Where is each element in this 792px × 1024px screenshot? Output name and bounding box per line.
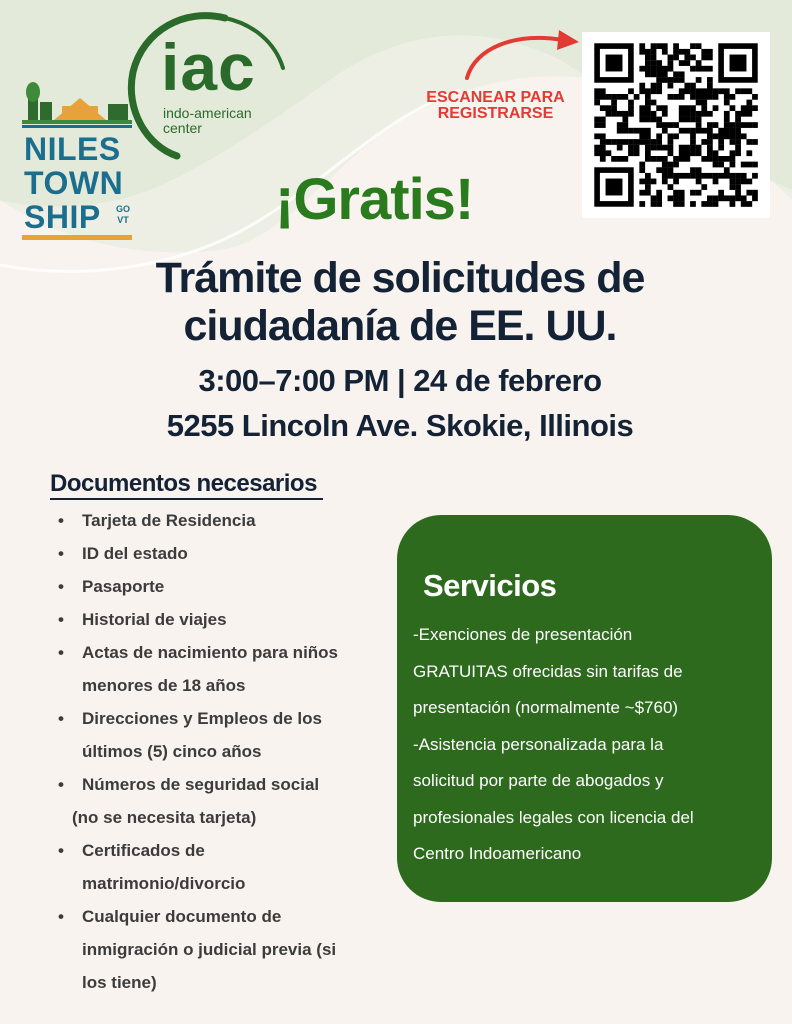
iac-logo-subtitle [163, 106, 252, 136]
list-item [58, 768, 398, 801]
red-arrow-icon [455, 26, 585, 86]
niles-logo-govt: GO VT [115, 204, 130, 225]
scan-to-register-label [408, 90, 583, 122]
documents-heading: Documentos necesarios [50, 470, 323, 500]
list-item-continued [58, 735, 398, 768]
niles-logo-line1: NILES [24, 131, 121, 167]
bullet-icon: • [58, 511, 64, 530]
niles-logo-stripe [22, 235, 132, 240]
list-item-continued [58, 669, 398, 702]
list-item [58, 603, 398, 636]
main-title [60, 254, 740, 350]
list-item-text: Tarjeta de Residencia [82, 511, 256, 530]
services-line: profesionales legales con licencia del [413, 807, 694, 827]
list-item [58, 900, 398, 933]
niles-logo-line3: SHIP [24, 199, 101, 235]
bullet-icon: • [58, 544, 64, 563]
list-item-text: Historial de viajes [82, 610, 227, 629]
list-item [58, 834, 398, 867]
services-line: -Asistencia personalizada para la [413, 734, 664, 754]
list-item-continued [58, 966, 398, 999]
township-skyline-icon [22, 80, 142, 132]
list-item-text: ID del estado [82, 544, 188, 563]
list-item-text: menores de 18 años [82, 676, 246, 695]
bullet-icon: • [58, 610, 64, 629]
list-item-continued [58, 867, 398, 900]
list-item-text: Actas de nacimiento para niños [82, 643, 339, 662]
list-item-text: inmigración o judicial previa (si [82, 940, 337, 959]
list-item-text: (no se necesita tarjeta) [72, 808, 257, 827]
services-box [397, 515, 772, 902]
bullet-icon: • [58, 907, 64, 926]
main-title-line2: ciudadanía de EE. UU. [183, 302, 617, 350]
iac-logo [125, 10, 295, 160]
list-item-text: últimos (5) cinco años [82, 742, 262, 761]
services-line: presentación (normalmente ~$760) [413, 698, 679, 717]
services-line: -Exenciones de presentación [413, 625, 633, 644]
list-item [58, 636, 398, 669]
services-line: solicitud por parte de abogados y [413, 771, 664, 790]
niles-logo-line2: TOWN [24, 165, 124, 201]
iac-logo-sub-line1: indo-american [163, 105, 252, 121]
services-description [413, 617, 768, 873]
iac-logo-sub-line2: center [163, 120, 202, 136]
scan-label-line2: REGISTRARSE [437, 105, 554, 122]
bullet-icon: • [58, 775, 64, 794]
list-item-text: Pasaporte [82, 577, 165, 596]
headline-free: ¡Gratis! [275, 167, 474, 232]
main-title-line1: Trámite de solicitudes de [155, 254, 645, 302]
list-item-text: matrimonio/divorcio [82, 874, 246, 893]
bullet-icon: • [58, 841, 64, 860]
services-title: Servicios [423, 568, 557, 603]
niles-township-logo [22, 80, 142, 240]
bullet-icon: • [58, 709, 64, 728]
event-address: 5255 Lincoln Ave. Skokie, Illinois [166, 408, 634, 443]
list-item-continued [58, 933, 398, 966]
qr-code-image [582, 32, 770, 218]
list-item-continued [58, 801, 398, 834]
bullet-icon: • [58, 577, 64, 596]
list-item [58, 537, 398, 570]
list-item [58, 504, 398, 537]
list-item-text: Direcciones y Empleos de los [82, 709, 322, 728]
event-time: 3:00–7:00 PM | 24 de febrero [198, 363, 602, 398]
scan-label-line1: ESCANEAR PARA [426, 89, 565, 106]
services-line: GRATUITAS ofrecidas sin tarifas de [413, 661, 683, 681]
list-item-text: Cualquier documento de [82, 907, 282, 926]
qr-finder-pattern [594, 167, 633, 206]
qr-finder-pattern [594, 43, 633, 82]
services-line: Centro Indoamericano [413, 844, 582, 863]
list-item-text: Números de seguridad social [82, 775, 320, 794]
qr-finder-pattern [718, 43, 757, 82]
iac-logo-word: iac [161, 30, 256, 104]
bullet-icon: • [58, 643, 64, 662]
documents-list [58, 504, 398, 999]
list-item-text: Certificados de [82, 841, 205, 860]
list-item [58, 570, 398, 603]
list-item-text: los tiene) [82, 973, 157, 992]
list-item [58, 702, 398, 735]
qr-code[interactable] [582, 32, 770, 218]
